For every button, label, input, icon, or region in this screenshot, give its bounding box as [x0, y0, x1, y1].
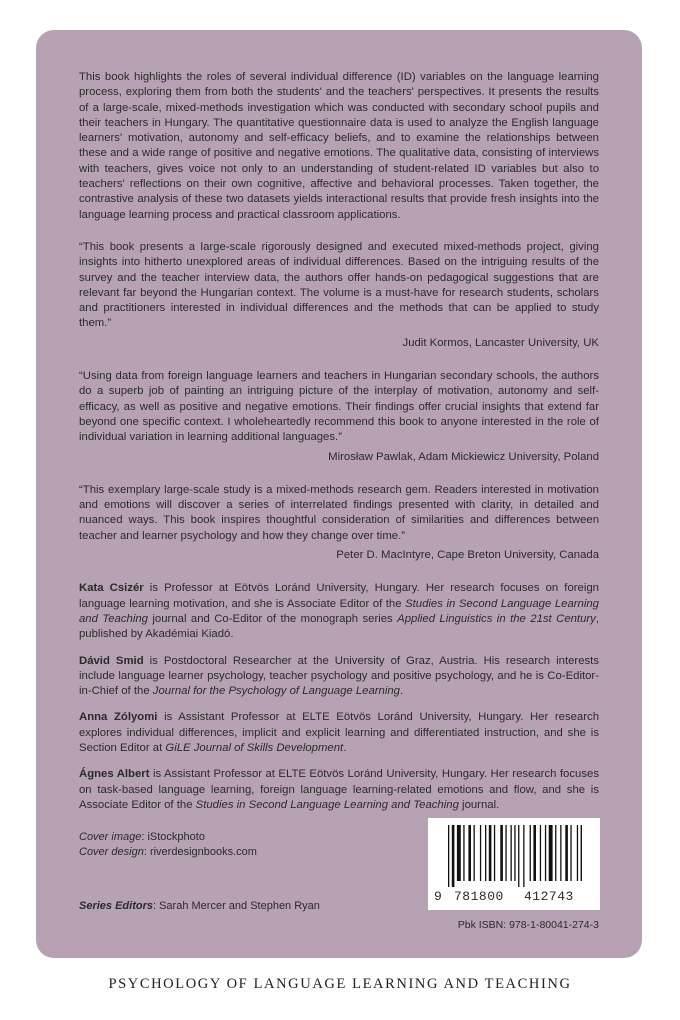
endorsement-text: “Using data from foreign language learners and teachers in Hungarian secondary schools, the authors do a superb job of painting an intriguing picture of the interplay of motivation, autonomy and self-efficacy, as well as positive and negative emotions. Their findings offer crucial insights that extend far beyond one specific context. I wholeheartedly recommend this book to anyone interested in the role of individual variation in learning additional languages.” — [79, 370, 599, 444]
barcode-bar — [533, 825, 536, 881]
cover-credits — [79, 830, 257, 860]
barcode-bar — [485, 825, 486, 881]
bio-text: is Assistant Professor at ELTE Eötvös Loránd University, Hungary. Her research explores individual differences, implicit and explicit learning and differentiated instruction, and she is Section Editor at — [79, 711, 600, 754]
text-column — [79, 70, 599, 824]
bio-text: journal. — [458, 798, 500, 811]
endorsement-attribution: Peter D. MacIntyre, Cape Breton University, Canada — [336, 549, 599, 562]
barcode-bar — [523, 825, 524, 887]
barcode-right-group: 412743 — [524, 889, 574, 904]
barcode-bar — [511, 825, 512, 881]
cover-image-credit — [79, 830, 257, 845]
author-name: Dávid Smid — [79, 654, 144, 667]
barcode-bar — [500, 825, 503, 881]
journal-title: Journal for the Psychology of Language Learning — [152, 685, 400, 698]
bio-text: . — [400, 685, 404, 698]
barcode-bar — [468, 825, 471, 881]
barcode-bar — [474, 825, 475, 881]
bio-text: journal and Co-Editor of the monograph series — [147, 612, 398, 625]
barcode-bar — [514, 825, 515, 881]
barcode-bar — [545, 825, 546, 881]
author-name: Ágnes Albert — [79, 768, 150, 781]
endorsement-attribution: Judit Kormos, Lancaster University, UK — [402, 336, 599, 349]
barcode-bar — [555, 825, 556, 881]
barcode-bar — [565, 825, 568, 881]
series-editors-label: Series Editors — [79, 900, 153, 912]
barcode-bars — [446, 825, 582, 889]
endorsement-attribution: Mirosław Pawlak, Adam Mickiewicz University, Poland — [328, 450, 599, 463]
back-cover-panel — [36, 30, 642, 958]
bio-text: is Postdoctoral Researcher at the University of Graz, Austria. His research interests include language learner psychology, teacher psychology and positive psychology, and he is Co-Editor-in-Chief of the — [79, 654, 599, 698]
barcode-bar — [577, 825, 578, 881]
barcode-bar — [570, 825, 571, 881]
barcode-bar — [549, 825, 553, 881]
endorsement — [79, 240, 599, 351]
barcode-bar — [494, 825, 495, 881]
series-editors — [79, 900, 320, 912]
endorsement-text: “This exemplary large-scale study is a mixed-methods research gem. Readers interested in motivation and emotions will discover a series of interrelated findings presented with clarity, in detailed and nuanced ways. This book inspires thoughtful consideration of similarities and differences between teacher and learner psychology and how they change over time.” — [79, 483, 599, 542]
barcode-bar — [505, 825, 506, 881]
endorsement-text: “This book presents a large-scale rigorously designed and executed mixed-methods project, giving insights into hitherto unexplored areas of individual differences. Based on the intriguing results of the survey and the teacher interview data, the authors offer hands-on pedagogical suggestions that are relevant far beyond the Hungarian context. The volume is a must-have for research students, scholars and practitioners interested in individual differences and the methods that can be applied to study them.” — [79, 240, 599, 330]
cover-design-credit — [79, 845, 257, 860]
author-bio — [79, 710, 599, 756]
journal-title: Studies in Second Language Learning and Teaching — [79, 597, 599, 625]
barcode-bar — [560, 825, 561, 881]
barcode-bar — [518, 825, 519, 887]
barcode-bar — [448, 825, 449, 887]
barcode — [428, 818, 600, 910]
barcode-lead-digit: 9 — [434, 889, 443, 904]
series-editors-names: : Sarah Mercer and Stephen Ryan — [152, 900, 320, 912]
barcode-bar — [530, 825, 531, 881]
bio-text: is Professor at Eötvös Loránd University, Hungary. Her research focuses on foreign language learning motivation, and she is Associate Editor of the — [79, 582, 599, 610]
barcode-bar — [581, 825, 582, 881]
barcode-bar — [540, 825, 541, 881]
journal-title: Studies in Second Language Learning and Teaching — [195, 798, 459, 811]
isbn: Pbk ISBN: 978-1-80041-274-3 — [457, 919, 599, 931]
barcode-bar — [489, 825, 492, 881]
credit-label: Cover design — [79, 846, 144, 858]
author-name: Kata Csizér — [79, 582, 144, 595]
author-bio — [79, 654, 599, 700]
credit-value: : riverdesignbooks.com — [143, 846, 257, 858]
journal-title: GiLE Journal of Skills Development — [165, 741, 344, 754]
endorsement — [79, 483, 599, 563]
credit-value: : iStockphoto — [141, 831, 205, 843]
series-title: Applied Linguistics in the 21st Century — [397, 612, 596, 625]
author-bio — [79, 581, 599, 642]
bio-text: is Assistant Professor at ELTE Eötvös Loránd University, Hungary. Her research focuses on task-based language learning, foreign language learning-related emotions and flow, and she is Associate Editor of the — [79, 768, 599, 811]
barcode-left-group: 781800 — [454, 889, 504, 904]
series-title-footer: PSYCHOLOGY OF LANGUAGE LEARNING AND TEACHING — [108, 976, 572, 992]
author-bio — [79, 767, 599, 813]
credit-label: Cover image — [79, 831, 142, 843]
bio-text: , published by Akadémiai Kiadó. — [79, 612, 600, 641]
barcode-bar — [463, 825, 464, 881]
endorsement — [79, 369, 599, 465]
barcode-bar — [480, 825, 481, 881]
barcode-bar — [452, 825, 455, 887]
barcode-bar — [457, 825, 461, 881]
bio-text: . — [343, 741, 347, 754]
book-description: This book highlights the roles of several individual difference (ID) variables on the language learning process, exploring them from both the students' and the teachers' perspectives. It presents the results of a large-scale, mixed-methods investigation which was conducted with secondary school pupils and their teachers in Hungary. The quantitative questionnaire data is used to analyze the English language learners' motivation, autonomy and self-efficacy beliefs, and to examine the relationships between these and a wide range of positive and negative emotions. The qualitative data, consisting of interviews with teachers, gives voice not only to an understanding of student-related ID variables but also to teachers' reflections on their own cognitive, affective and behavioral processes. Taken together, the contrastive analysis of these two datasets yields interactional results that provide fresh insights into the language learning process and practical classroom applications. — [79, 71, 599, 221]
author-name: Anna Zólyomi — [79, 711, 158, 724]
